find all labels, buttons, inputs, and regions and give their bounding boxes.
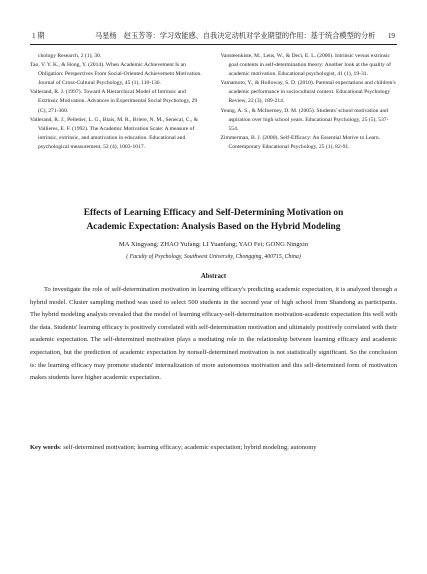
title-line-2: Academic Expectation: Analysis Based on the Hybrid Modeling — [86, 221, 341, 232]
abstract-body: To investigate the role of self-determination motivation in learning efficacy's predicting academic expectation, it is analyzed through a hybrid model. Cluster sampling method was used to select 500 students in the second year of high school from Shandong as participants. The hybrid modeling analysis revealed that the model of learning efficacy-self-determination motivation-academic expectation fits well with the data. Students' learning efficacy is positively correlated with self-determination motivation and ultimately positively correlated with their academic expectation. The self-determined motivation plays a mediating role in the relationship between learning efficacy and academic expectation, but the prediction of academic expectation by nonself-determined motivation is not statistically significant. So the conclusion is: the learning efficacy may promote students' internalization of more autonomous motivation and this self-determined form of motivation makes students have higher academic expectation. — [30, 286, 397, 382]
reference-entry: Zimmerman, B. J. (2000). Self-Efficacy: An Essential Motive to Learn. Contemporary Educational Psychology, 25 (1), 82-91. — [220, 134, 381, 150]
author-list: MA Xingyang; ZHAO Yufang; LI Yuanfang; YAO Fei; GONG Ningxin — [118, 241, 309, 248]
reference-entry: chology Research, 2 (1), 30. — [38, 53, 102, 59]
keywords — [30, 442, 397, 453]
reference-entry: Vallerand, R. J., Pelletier, L. G., Blais, M. R., Briere, N. M., Senecal, C., & Vallieres, E. F. (1992). The Academic Motivation Scale: A measure of intrinsic, extrinsic, and amotivation in education. Educational and psychological measurement, 52 (4), 1003-1017. — [30, 116, 199, 150]
abstract-heading: Abstract — [200, 273, 227, 280]
reference-entry: Tao, V. Y. K., & Hong, Y. (2014). When Academic Achievement Is an Obligation: Perspectives From Social-Oriented Achievement Motivation. Journal of Cross-Cultural Psychology, 45 (1), 110-136. — [30, 62, 202, 87]
affiliation: ( Faculty of Psychology, Southwest University, Chongqing, 400715, China) — [126, 254, 301, 260]
running-header — [30, 22, 397, 45]
reference-entry: Vansteenkiste, M., Lens, W., & Deci, E. L. (2006). Intrinsic versus extrinsic goal contents in self-determination theory: Another look at the quality of academic motivation. Educational psychologist, 41 (1), 19-31. — [220, 53, 391, 78]
references-right-column — [221, 52, 398, 152]
references-left-column — [30, 52, 207, 152]
english-title — [40, 207, 387, 234]
issue-number: 1 期 — [32, 32, 45, 40]
reference-entry: Yeung, A. S., & McInerney, D. M. (2005). Students' school motivation and aspiration over high school years. Educational Psychology, 25 (5), 537-554. — [220, 107, 389, 132]
page-number: 19 — [387, 32, 395, 40]
reference-entry: Vallerand, R. J. (1997). Toward A Hierarchical Model of Intrinsic and Extrinsic Motivation. Advances in Experimental Social Psychology, 29 (C), 271-360. — [30, 89, 198, 114]
reference-entry: Yamamoto, Y., & Holloway, S. D. (2010). Parental expectations and children's academic performance in sociocultural context. Educational Psychology Review, 22 (3), 189-214. — [220, 80, 396, 105]
references-section — [30, 52, 397, 152]
title-line-1: Effects of Learning Efficacy and Self-Determining Motivation on — [83, 208, 344, 218]
running-title: 马星杨 赵玉芳等：学习效能感、自我决定动机对学业期望的作用：基于统合模型的分析 — [95, 32, 376, 40]
keywords-text: : self-determined motivation; learning efficacy; academic expectation; hybrid modeling; autonomy — [59, 444, 317, 451]
keywords-label: Key words — [30, 444, 60, 451]
